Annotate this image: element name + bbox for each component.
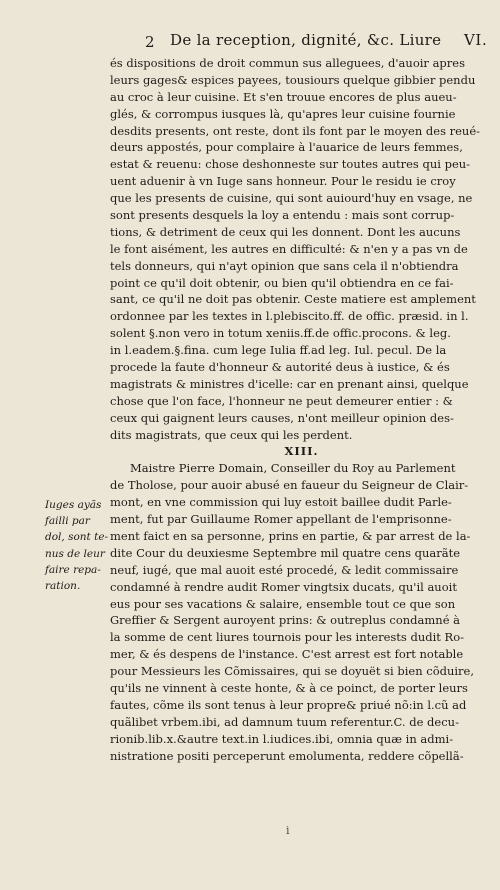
text-line: deurs appostés, pour complaire à l'auarice de leurs femmes, (110, 140, 463, 155)
text-line: mer, & és despens de l'instance. C'est arrest est fort notable (110, 647, 464, 662)
marginal-note-line: faire repa- (45, 563, 101, 576)
text-line: condamné à rendre audit Romer vingtsix ducats, qu'il auoit (110, 579, 457, 594)
text-line: leurs gages& espices payees, tousiours quelque gibbier pendu (110, 72, 476, 87)
text-line: ordonnee par les textes in l.plebiscito.ff. de offic. præsid. in l. (110, 309, 469, 324)
text-line: desdits presents, ont reste, dont ils font par le moyen des reué- (110, 123, 481, 138)
main-text (110, 55, 485, 764)
text-line: Maistre Pierre Domain, Conseiller du Roy au Parlement (130, 461, 456, 476)
text-line: qu'ils ne vinnent à ceste honte, & à ce poinct, de porter leurs (110, 680, 468, 695)
text-line: quãlibet vrbem.ibi, ad damnum tuum referentur.C. de decu- (110, 714, 459, 729)
text-line: de Tholose, pour auoir abusé en faueur du Seigneur de Clair- (110, 478, 469, 493)
text-line: estat & reuenu: chose deshonneste sur toutes autres qui peu- (110, 157, 471, 172)
text-line: au croc à leur cuisine. Et s'en trouue encores de plus aueu- (110, 89, 457, 104)
text-line: Greffier & Sergent auroyent prins: & outreplus condamné à (110, 613, 461, 628)
text-line: ment faict en sa personne, prins en partie, & par arrest de la- (110, 528, 471, 543)
marginal-note (45, 497, 113, 594)
text-line: és dispositions de droit commun sus alleguees, d'auoir apres (110, 56, 465, 70)
chapter-number: VI. (464, 31, 488, 49)
running-title: De la reception, dignité, &c. Liure (170, 31, 442, 49)
text-line: ment, fut par Guillaume Romer appellant de l'emprisonne- (110, 512, 452, 527)
text-line: ceux qui gaignent leurs causes, n'ont meilleur opinion des- (110, 410, 454, 425)
text-line: nistratione positi perceperunt emolumenta, reddere cõpellã- (110, 748, 464, 763)
text-line: eus pour ses vacations & salaire, ensemble tout ce que son (110, 596, 456, 611)
text-line: pour Messieurs les Cõmissaires, qui se doyuët si bien cõduire, (110, 664, 475, 679)
marginal-note-line: dol, sont te- (45, 531, 109, 544)
text-line: rionib.lib.x.&autre text.in l.iudices.ibi, omnia quæ in admi- (110, 731, 454, 746)
text-line: in l.eadem.§.fina. cum lege Iulia ff.ad leg. Iul. pecul. De la (110, 343, 447, 358)
text-line: le font aisément, les autres en difficulté: & n'en y a pas vn de (110, 241, 468, 256)
text-line: point ce qu'il doit obtenir, ou bien qu'il obtiendra en ce fai- (110, 275, 454, 290)
page-number: 2 (145, 33, 155, 51)
text-line: sont presents desquels la loy a entendu : mais sont corrup- (110, 208, 455, 223)
marginal-note-line: failli par (45, 515, 90, 528)
text-line: sant, ce qu'il ne doit pas obtenir. Ceste matiere est amplement (110, 292, 476, 307)
text-line: magistrats & ministres d'icelle: car en prenant ainsi, quelque (110, 376, 469, 391)
text-line: dite Cour du deuxiesme Septembre mil quatre cens quarãte (110, 545, 461, 560)
text-line: neuf, iugé, que mal auoit esté procedé, & ledit commissaire (110, 562, 459, 577)
text-line: la somme de cent liures tournois pour les interests dudit Ro- (110, 630, 465, 645)
signature-mark: i (286, 824, 290, 837)
text-line: chose que l'on face, l'honneur ne peut demeurer entier : & (110, 393, 453, 408)
text-line: uent aduenir à vn Iuge sans honneur. Pour le residu ie croy (110, 174, 456, 189)
text-line: tions, & detriment de ceux qui les donnent. Dont les aucuns (110, 224, 461, 239)
text-line: fautes, cõme ils sont tenus à leur propre& priué nõ:in l.cũ ad (110, 697, 467, 712)
text-line: dits magistrats, que ceux qui les perdent. (110, 427, 353, 442)
text-line: procede la faute d'honneur & autorité deus à iustice, & és (110, 360, 450, 375)
marginal-note-line: ration. (45, 580, 81, 593)
text-line: solent §.non vero in totum xeniis.ff.de offic.procons. & leg. (110, 326, 451, 341)
marginal-note-line: nus de leur (45, 547, 105, 560)
text-line: mont, en vne commission qui luy estoit baillee dudit Parle- (110, 495, 452, 510)
text-line: glés, & corrompus iusques là, qu'apres leur cuisine fournie (110, 106, 456, 121)
text-line: que les presents de cuisine, qui sont auiourd'huy en vsage, ne (110, 191, 473, 206)
text-line: tels donneurs, qui n'ayt opinion que sans cela il n'obtiendra (110, 258, 459, 273)
marginal-note-line: Iuges ayãs (45, 499, 102, 511)
section-number: XIII. (284, 444, 319, 459)
